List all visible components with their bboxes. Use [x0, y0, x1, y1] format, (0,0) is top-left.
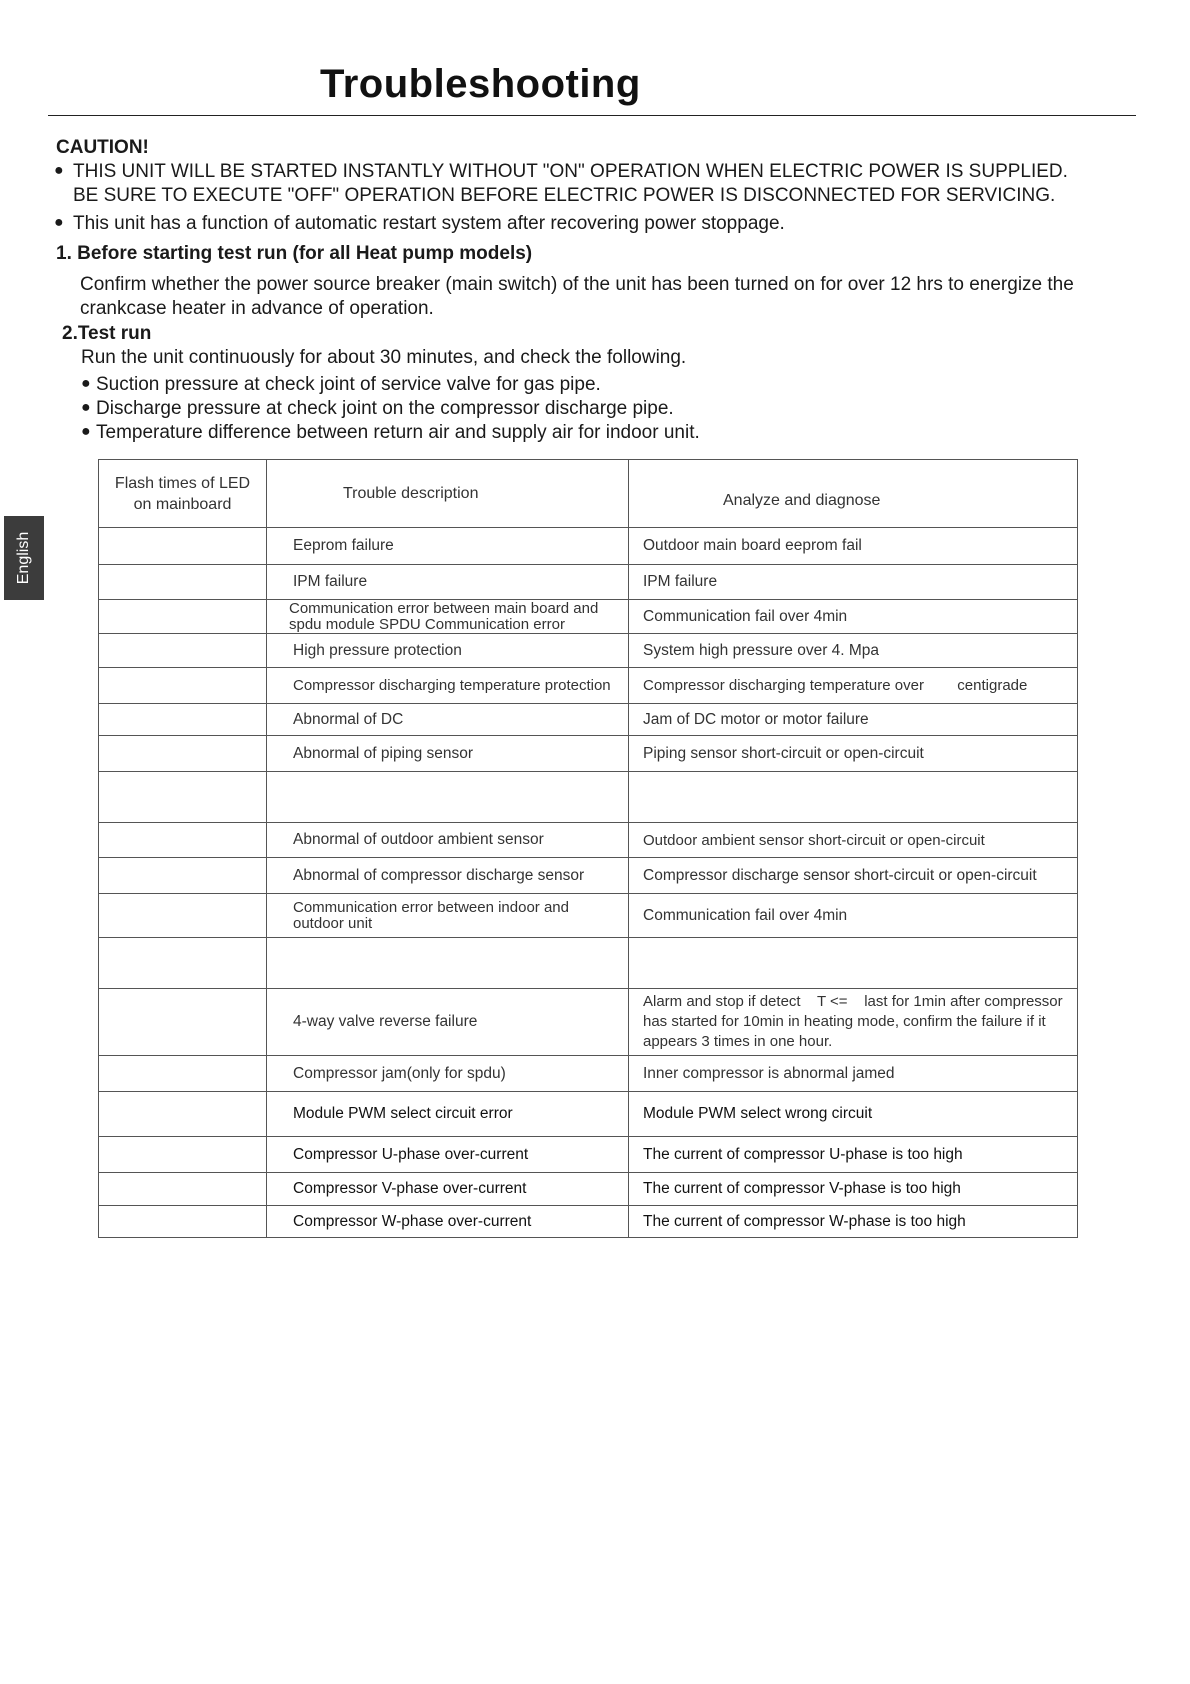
bullet-icon: ● [81, 399, 91, 416]
table-row [99, 823, 1078, 858]
led-cell [99, 704, 267, 736]
led-cell [99, 668, 267, 704]
table-row [99, 1056, 1078, 1092]
table-row [99, 704, 1078, 736]
trouble-cell: Abnormal of compressor discharge sensor [267, 858, 629, 894]
trouble-cell: Compressor U-phase over-current [267, 1137, 629, 1173]
diagnose-cell: The current of compressor U-phase is too high [629, 1137, 1078, 1173]
troubleshooting-table [98, 459, 1078, 1238]
language-tab[interactable] [4, 516, 44, 600]
diagnose-cell: System high pressure over 4. Mpa [629, 634, 1078, 668]
led-cell [99, 894, 267, 938]
diagnose-cell: Outdoor main board eeprom fail [629, 528, 1078, 565]
led-cell [99, 600, 267, 634]
diagnose-cell: The current of compressor W-phase is too high [629, 1206, 1078, 1238]
language-tab-label: English [15, 531, 32, 585]
column-header-diagnose: Analyze and diagnose [629, 460, 1078, 528]
diagnose-cell: The current of compressor V-phase is too high [629, 1173, 1078, 1206]
trouble-cell: Compressor discharging temperature protection [267, 668, 629, 704]
led-cell [99, 823, 267, 858]
table-row [99, 600, 1078, 634]
led-cell [99, 736, 267, 772]
column-header-trouble: Trouble description [267, 460, 629, 528]
led-cell [99, 858, 267, 894]
led-cell [99, 1092, 267, 1137]
bullet-icon: ● [81, 423, 91, 440]
table-row [99, 736, 1078, 772]
trouble-cell: Eeprom failure [267, 528, 629, 565]
led-cell [99, 1056, 267, 1092]
table-row [99, 858, 1078, 894]
led-cell [99, 528, 267, 565]
caution-line: BE SURE TO EXECUTE "OFF" OPERATION BEFORE ELECTRIC POWER IS DISCONNECTED FOR SERVICING. [73, 185, 1056, 206]
bullet-icon: ● [81, 375, 91, 392]
trouble-cell: Abnormal of piping sensor [267, 736, 629, 772]
table-row [99, 1137, 1078, 1173]
section-paragraph: crankcase heater in advance of operation. [80, 298, 434, 319]
bullet-icon: ● [54, 214, 64, 231]
diagnose-cell: Module PWM select wrong circuit [629, 1092, 1078, 1137]
table-row [99, 565, 1078, 600]
table-row [99, 1206, 1078, 1238]
diagnose-cell: Piping sensor short-circuit or open-circuit [629, 736, 1078, 772]
caution-heading: CAUTION! [56, 137, 149, 158]
section-paragraph: Run the unit continuously for about 30 minutes, and check the following. [81, 347, 687, 368]
table-row [99, 634, 1078, 668]
table-row [99, 989, 1078, 1056]
trouble-cell: Communication error between main board and spdu module SPDU Communication error [267, 600, 629, 634]
table-row [99, 894, 1078, 938]
trouble-cell: Communication error between indoor and outdoor unit [267, 894, 629, 938]
table-row [99, 1092, 1078, 1137]
table-row [99, 772, 1078, 823]
diagnose-cell: Compressor discharging temperature over centigrade [629, 668, 1078, 704]
title-divider [48, 115, 1136, 116]
checklist-item: Temperature difference between return air and supply air for indoor unit. [96, 422, 700, 443]
section-heading: 2.Test run [62, 323, 152, 344]
diagnose-cell: Outdoor ambient sensor short-circuit or open-circuit [629, 823, 1078, 858]
led-cell [99, 1206, 267, 1238]
diagnose-cell [629, 772, 1078, 823]
section-heading: 1. Before starting test run (for all Heat pump models) [56, 243, 533, 264]
checklist-item: Suction pressure at check joint of service valve for gas pipe. [96, 374, 601, 395]
bullet-icon: ● [54, 162, 64, 179]
table-row [99, 1173, 1078, 1206]
trouble-cell [267, 938, 629, 989]
diagnose-cell: Compressor discharge sensor short-circuit or open-circuit [629, 858, 1078, 894]
page-title: Troubleshooting [320, 62, 641, 106]
led-cell [99, 989, 267, 1056]
trouble-cell: IPM failure [267, 565, 629, 600]
led-cell [99, 634, 267, 668]
trouble-cell: Compressor W-phase over-current [267, 1206, 629, 1238]
diagnose-cell: Inner compressor is abnormal jamed [629, 1056, 1078, 1092]
led-cell [99, 1173, 267, 1206]
trouble-cell: Compressor V-phase over-current [267, 1173, 629, 1206]
trouble-cell: High pressure protection [267, 634, 629, 668]
led-cell [99, 565, 267, 600]
diagnose-cell: Communication fail over 4min [629, 894, 1078, 938]
section-paragraph: Confirm whether the power source breaker (main switch) of the unit has been turned on for over 12 hrs to energize the [80, 274, 1074, 295]
trouble-cell: 4-way valve reverse failure [267, 989, 629, 1056]
led-cell [99, 1137, 267, 1173]
trouble-cell [267, 772, 629, 823]
led-cell [99, 772, 267, 823]
table-header-row [99, 460, 1078, 528]
diagnose-cell: Jam of DC motor or motor failure [629, 704, 1078, 736]
trouble-cell: Module PWM select circuit error [267, 1092, 629, 1137]
diagnose-cell: Alarm and stop if detect T <= last for 1min after compressor has started for 10min in heating mode, confirm the failure if it appears 3 times in one hour. [629, 989, 1078, 1056]
caution-line: This unit has a function of automatic restart system after recovering power stoppage. [73, 213, 785, 234]
table-row [99, 668, 1078, 704]
diagnose-cell [629, 938, 1078, 989]
trouble-cell: Abnormal of DC [267, 704, 629, 736]
trouble-cell: Compressor jam(only for spdu) [267, 1056, 629, 1092]
table-row [99, 528, 1078, 565]
caution-line: THIS UNIT WILL BE STARTED INSTANTLY WITHOUT "ON" OPERATION WHEN ELECTRIC POWER IS SUPPLIED. [73, 161, 1068, 182]
diagnose-cell: IPM failure [629, 565, 1078, 600]
led-cell [99, 938, 267, 989]
column-header-led: Flash times of LED on mainboard [99, 460, 267, 528]
checklist-item: Discharge pressure at check joint on the compressor discharge pipe. [96, 398, 674, 419]
trouble-cell: Abnormal of outdoor ambient sensor [267, 823, 629, 858]
table-row [99, 938, 1078, 989]
diagnose-cell: Communication fail over 4min [629, 600, 1078, 634]
